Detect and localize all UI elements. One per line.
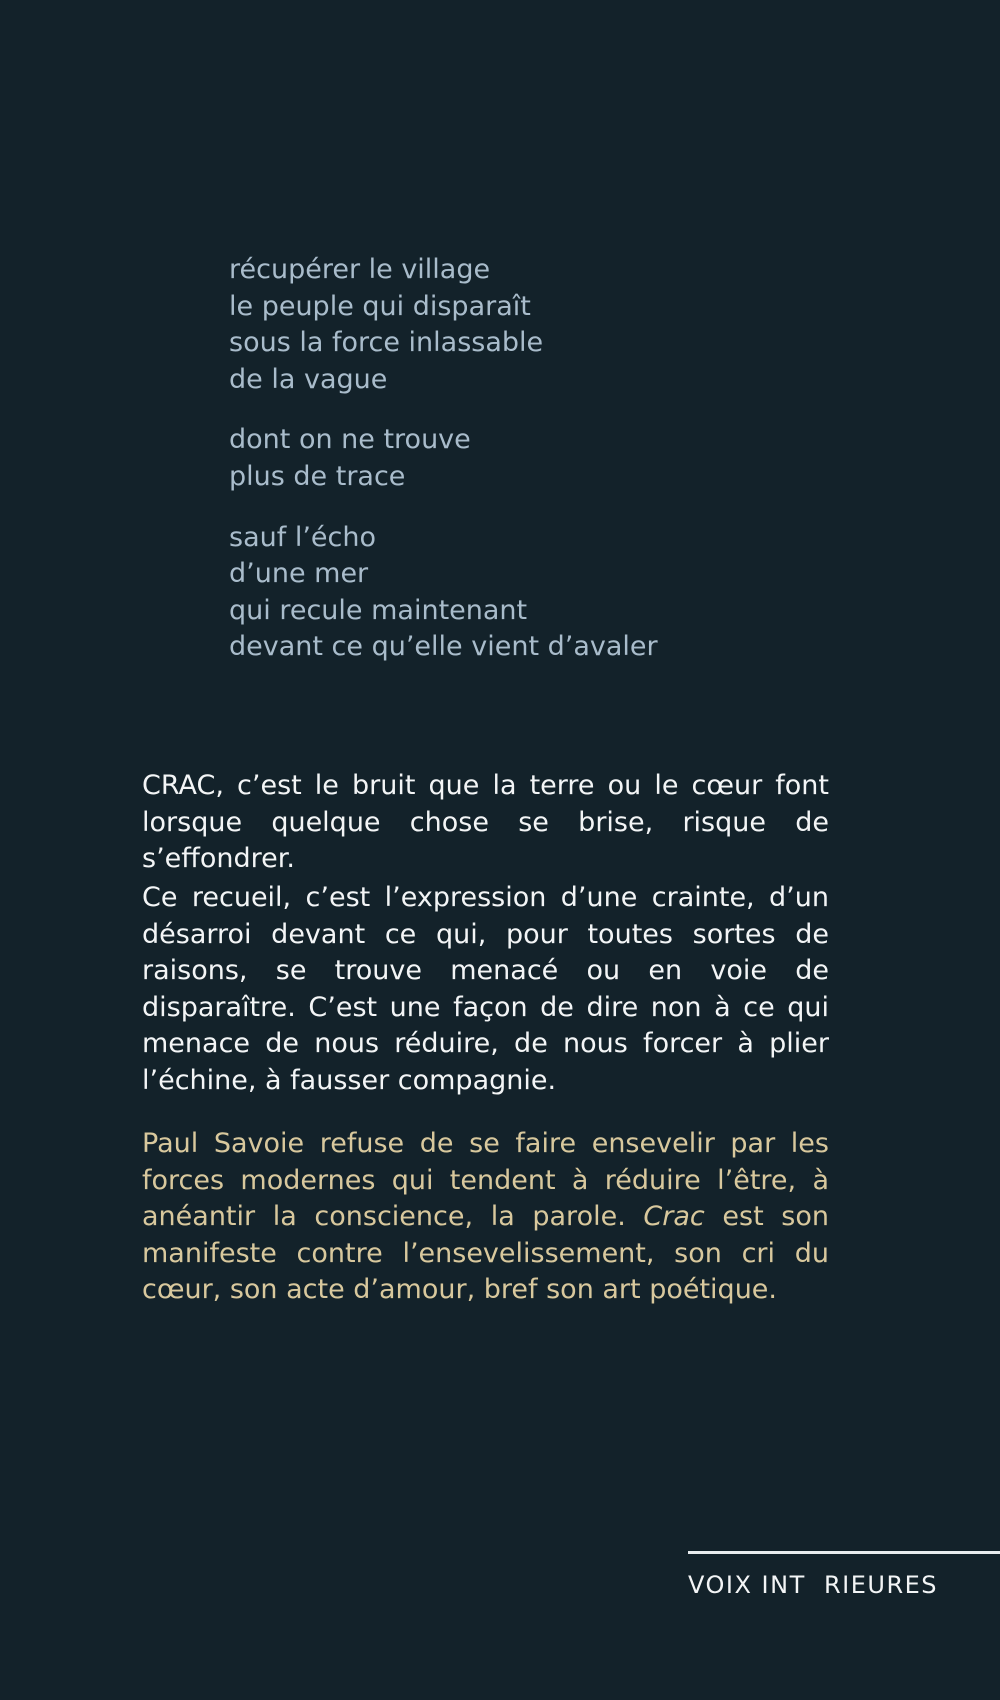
poem-line: plus de trace (229, 460, 406, 492)
poem-stanza-3 (229, 520, 789, 666)
poem-line: sauf l’écho (229, 521, 376, 553)
poem-line: d’une mer (229, 558, 369, 590)
poem-line: devant ce qu’elle vient d’avaler (229, 631, 658, 663)
bio-text: est son manifeste contre l’ensevelissement, son cri du cœur, son acte d’amour, bref son art poétique. (142, 1201, 829, 1306)
poem-line: sous la force inlassable (229, 327, 544, 359)
poem-excerpt (229, 252, 789, 666)
poem-line: récupérer le village (229, 254, 491, 285)
blurb-paragraph-2 (142, 880, 829, 1100)
blurb-text: Ce recueil, c’est l’expression d’une crainte, d’un désarroi devant ce qui, pour toutes sortes de raisons, se trouve menacé ou en voie de disparaître. C’est une façon de dire non à ce qui menace de nous réduire, de nous forcer à plier l’échine, à fausser compagnie. (142, 882, 829, 1096)
poem-line: qui recule maintenant (229, 594, 528, 626)
blurb-paragraph-1 (142, 768, 829, 878)
collection-rule (688, 1551, 1000, 1554)
poem-stanza-1 (229, 252, 789, 398)
author-bio (142, 1126, 829, 1309)
poem-line: le peuple qui disparaît (229, 290, 531, 322)
bio-text: Paul Savoie refuse de se faire ensevelir par les forces modernes qui tendent à réduire l’être, à anéantir la conscience, la parole. (142, 1128, 829, 1233)
collection-name: VOIX INT RIEURES (688, 1571, 939, 1599)
blurb-text: CRAC, c’est le bruit que la terre ou le cœur font lorsque quelque chose se brise, risque de s’effondrer. (142, 770, 829, 875)
poem-line: de la vague (229, 363, 388, 395)
poem-stanza-2 (229, 422, 789, 495)
poem-line: dont on ne trouve (229, 424, 471, 456)
book-title: Crac (643, 1201, 705, 1233)
